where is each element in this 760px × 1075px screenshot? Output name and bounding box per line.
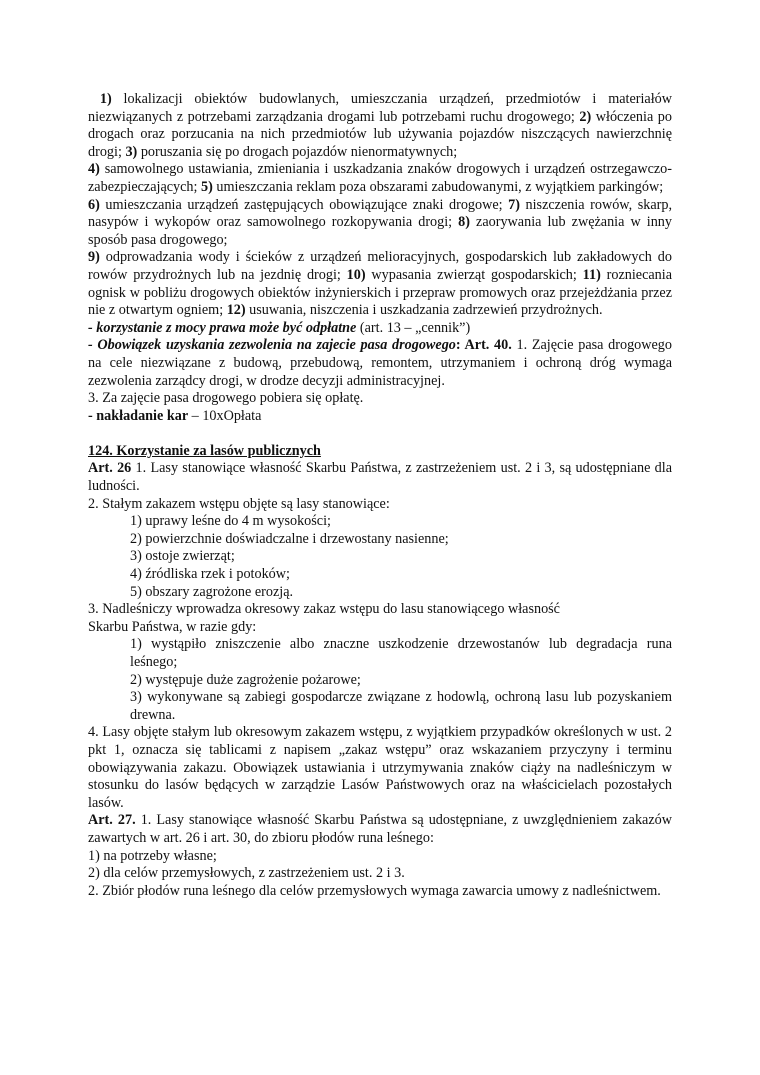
- article-text: 1. Lasy stanowiące własność Skarbu Państwa, z zastrzeżeniem ust. 2 i 3, są udostępniane dla ludności.: [88, 460, 672, 495]
- paragraph-permanent-ban: 2. Stałym zakazem wstępu objęte są lasy stanowiące:: [88, 495, 390, 512]
- paragraph-penalty: [88, 408, 672, 426]
- item-text: umieszczania reklam poza obszarami zabudowanymi, z wyjątkiem parkingów;: [212, 178, 664, 195]
- item-number: 9): [88, 249, 100, 266]
- list-item: 5) obszary zagrożone erozją.: [130, 583, 294, 600]
- list-item: 2) powierzchnie doświadczalne i drzewostany nasienne;: [130, 530, 449, 547]
- paragraph-art27-contract: 2. Zbiór płodów runa leśnego dla celów przemysłowych wymaga zawarcia umowy z nadleśnictwem.: [88, 882, 661, 899]
- list-item: 1) na potrzeby własne;: [88, 847, 217, 864]
- item-number: 7): [508, 196, 520, 213]
- list-item: 2) dla celów przemysłowych, z zastrzeżeniem ust. 2 i 3.: [88, 865, 405, 882]
- item-number: 5): [201, 178, 213, 195]
- item-number: 10): [346, 266, 366, 283]
- paragraph-temporary-ban-1: 3. Nadleśniczy wprowadza okresowy zakaz wstępu do lasu stanowiącego własność: [88, 601, 560, 618]
- article-label: Art. 27.: [88, 812, 136, 829]
- article-label: Art. 26: [88, 460, 132, 477]
- item-text: włóczenia po drogach oraz porzucania na nich przedmiotów lub używania pojazdów niszczących nawierzchnię drogi;: [88, 108, 672, 160]
- section-heading: 124. Korzystanie za lasów publicznych: [88, 442, 321, 459]
- list-item: 1) wystąpiło zniszczenie albo znaczne uszkodzenie drzewostanów lub degradacja runa leśnego;: [130, 636, 672, 670]
- item-number: 8): [458, 214, 470, 231]
- paragraph-signs: 4. Lasy objęte stałym lub okresowym zakazem wstępu, z wyjątkiem przypadków określonych w ust. 2 pkt 1, oznacza się tablicami z napisem „zakaz wstępu” oraz wskazaniem przyczyny i terminu obowiązywania zakazu. Obowiązek ustawiania i utrzymywania znaków ciąży na nadleśniczym w stosunku do lasów będących w zarządzie Lasów Państwowych oraz na właścicielach pozostałych lasów.: [88, 724, 672, 811]
- item-text: rozniecania ognisk w pobliżu drogowych obiektów inżynierskich i przepraw promowych oraz przejeżdżania przez nie z otwartym ogniem;: [88, 266, 673, 319]
- item-text: odprowadzania wody i ścieków z urządzeń melioracyjnych, gospodarskich lub zakładowych do rowów przydrożnych lub na jezdnię drogi;: [88, 249, 672, 283]
- item-text: samowolnego ustawiania, zmieniania i uszkadzania znaków drogowych i urządzeń ostrzegawczo-zabezpieczających;: [88, 161, 672, 195]
- fee-reference: (art. 13 – „cennik”): [356, 319, 471, 336]
- item-number: 12): [226, 302, 246, 319]
- item-number: 11): [582, 266, 601, 283]
- paragraph-art27: [88, 812, 672, 847]
- item-text: zaorywania lub zwężania w inny sposób pasa drogowego;: [88, 214, 672, 248]
- permit-text: 1. Zajęcie pasa drogowego na cele niezwiązane z budową, przebudową, remontem, utrzymaniem i ochroną dróg wymaga zezwolenia zarządcy drogi, w drodze decyzji administracyjnej.: [88, 337, 672, 389]
- paragraph-prohibitions-1: [88, 91, 672, 161]
- list-item: 2) występuje duże zagrożenie pożarowe;: [130, 671, 361, 688]
- item-text: umieszczania urządzeń zastępujących obowiązujące znaki drogowe;: [99, 196, 509, 213]
- item-number: 3): [125, 143, 138, 160]
- article-text: 1. Lasy stanowiące własność Skarbu Państwa są udostępniane, z uwzględnieniem zakazów zawartych w art. 26 i art. 30, do zbioru płodów runa leśnego:: [88, 812, 672, 846]
- paragraph-fee: [88, 320, 672, 338]
- item-number: 2): [579, 108, 592, 125]
- paragraph-temporary-ban-2: Skarbu Państwa, w razie gdy:: [88, 618, 257, 635]
- paragraph-fee-charge: 3. Za zajęcie pasa drogowego pobiera się opłatę.: [88, 390, 364, 407]
- paragraph-permit: [88, 337, 672, 390]
- item-number: 6): [88, 196, 100, 213]
- list-item: 1) uprawy leśne do 4 m wysokości;: [130, 513, 331, 530]
- item-number: 4): [88, 161, 100, 178]
- item-text: usuwania, niszczenia i uszkadzania zadrzewień przydrożnych.: [245, 302, 603, 319]
- permit-emphasis: - Obowiązek uzyskania zezwolenia na zajecie pasa drogowego: [88, 337, 456, 354]
- paragraph-prohibitions-4: [88, 249, 672, 319]
- spacer: [88, 425, 672, 443]
- list-item: 4) źródliska rzek i potoków;: [130, 566, 290, 583]
- item-text: niszczenia rowów, skarp, nasypów i wykopów oraz samowolnego rozkopywania drogi;: [88, 196, 672, 231]
- item-number: 1): [99, 91, 112, 107]
- document-page: [88, 91, 672, 900]
- permit-article-label: : Art. 40.: [455, 337, 512, 354]
- item-text: wypasania zwierząt gospodarskich;: [365, 266, 583, 283]
- penalty-text: – 10xOpłata: [188, 407, 262, 424]
- paragraph-art26: [88, 460, 672, 495]
- fee-emphasis: - korzystanie z mocy prawa może być odpłatne: [88, 319, 357, 336]
- item-text: lokalizacji obiektów budowlanych, umieszczania urządzeń, przedmiotów i materiałów niezwiązanych z potrzebami zarządzania drogami lub potrzebami ruchu drogowego;: [88, 91, 673, 125]
- penalty-emphasis: - nakładanie kar: [88, 407, 189, 424]
- list-item: 3) wykonywane są zabiegi gospodarcze związane z hodowlą, ochroną lasu lub pozyskaniem drewna.: [130, 689, 672, 723]
- paragraph-prohibitions-3: [88, 197, 672, 250]
- item-text: poruszania się po drogach pojazdów nienormatywnych;: [137, 143, 458, 160]
- paragraph-prohibitions-2: [88, 161, 672, 196]
- list-item: 3) ostoje zwierząt;: [130, 548, 235, 565]
